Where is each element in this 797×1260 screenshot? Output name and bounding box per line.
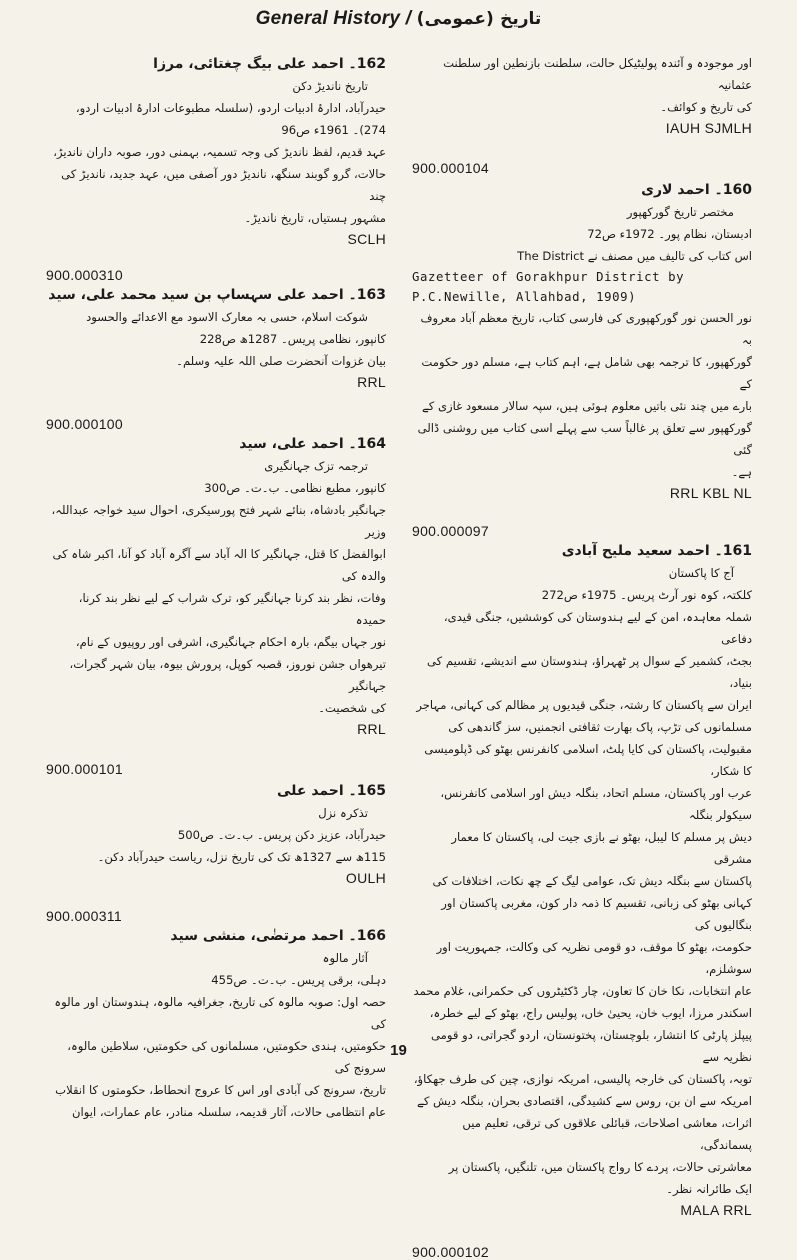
accession-number: 900.000104 (412, 160, 489, 176)
entry-publication: دہلی، برقی پریس۔ ب۔ت۔ ص455 (211, 973, 386, 987)
entry-description: عرب اور پاکستان، مسلم اتحاد، بنگلہ دیش اور اسلامی کانفرنس، سیکولر بنگلہ (440, 786, 752, 822)
entry-description: پیپلز پارٹی کا انتشار، بلوچستان، پختونستان، اردو گجراتی، دو قومی نظریہ سے (431, 1028, 752, 1064)
entry-title: آج کا پاکستان (668, 566, 734, 580)
entry-description: حصہ اول: صوبہ مالوہ کی تاریخ، جغرافیہ مالوہ، ہندوستان اور مالوہ کی (54, 995, 386, 1031)
entry-publication: کانپور، مطبع نظامی۔ ب۔ت۔ ص300 (204, 481, 386, 495)
library-code: MALA RRL (680, 1202, 752, 1218)
page-number: 19 (390, 1042, 407, 1059)
entry-description: حکومت، بھٹو کا موقف، دو قومی نظریہ کی وکالت، جمہوریت اور سوشلزم، (436, 940, 752, 976)
entry-heading: 166۔ احمد مرتضٰی، منشی سید (170, 928, 386, 944)
entry-description: ہے۔ (731, 465, 752, 479)
accession-number: 900.000310 (46, 267, 123, 283)
entry-description: مسلمانوں کی تڑپ، پاک بھارت ثقافتی انجمنیں، سز گاندھی کی (448, 720, 752, 734)
entry-description: اثرات، معاشی اصلاحات، قبائلی علاقوں کی ترقی، تعلیم میں پسماندگی، (462, 1116, 752, 1152)
entry-description: بارے میں چند نئی باتیں معلوم ہوئی ہیں، سپہ سالار مسعود غازی کے (421, 399, 752, 413)
library-code: IAUH SJMLH (665, 120, 752, 136)
entry-description: جہانگیر بادشاہ، بنائے شہر فتح پورسیکری، احوال سید خواجہ عبداللہ، وزیر (51, 503, 386, 539)
entry-heading: 162۔ احمد علی بیگ چغتائی، مرزا (153, 56, 386, 72)
entry-165 (46, 783, 386, 924)
entry-title: مختصر تاریخ گورکھپور (626, 205, 734, 219)
entry-description: بجٹ، کشمیر کے سوال پر ٹھہراؤ، ہندوستان سے اندیشے، تقسیم کی بنیاد، (427, 654, 752, 690)
page-header (0, 8, 797, 30)
accession-number: 900.000100 (46, 416, 123, 432)
entry-163 (46, 287, 386, 432)
entry-description: توبہ، پاکستان کی خارجہ پالیسی، امریکہ نوازی، چین کی طرف جھکاؤ، (413, 1072, 752, 1086)
accession-number: 900.000097 (412, 523, 489, 539)
entry-description: اس کتاب کی تالیف میں مصنف نے The District (517, 249, 752, 263)
entry-description: معاشرتی حالات، پردے کا رواج پاکستان میں، تلنگیں، پاکستان پر (448, 1160, 752, 1174)
entry-description: بیان غزوات آنحضرت صلی اللہ علیہ وسلم۔ (176, 354, 386, 368)
entry-publication: کلکتہ، کوہ نور آرٹ پریس۔ 1975ء ص272 (541, 588, 752, 602)
entry-title: شوکت اسلام، حسی بہ معارک الاسود مع الاعدائے والحسود (86, 310, 368, 324)
entry-description: اور موجودہ و آئندہ پولیٹیکل حالت، سلطنت بازنطین اور سلطنت عثمانیہ (443, 56, 752, 92)
entry-description: نور جہاں بیگم، بارہ احکام جہانگیری، اشرفی اور روپیوں کے نام، (75, 635, 386, 649)
entry-title: آثار مالوہ (322, 951, 368, 965)
entry-english-text: P.C.Newille, Allahbad, 1909) (412, 290, 637, 304)
left-column (46, 52, 386, 1123)
entry-description: گورکھپور، کا ترجمہ بھی شامل ہے، اہم کتاب ہے، مسلم دور حکومت کے (421, 355, 752, 391)
accession-number: 900.000102 (412, 1244, 489, 1260)
library-code: RRL KBL NL (669, 485, 752, 501)
accession-number: 900.000311 (46, 908, 122, 924)
entry-publication: حیدرآباد، عزیز دکن پریس۔ ب۔ت۔ ص500 (177, 828, 386, 842)
entry-description: عام انتخابات، نکا خان کا تعاون، چار ڈکٹیٹروں کی حکمرانی، غلام محمد (413, 984, 752, 998)
entry-description: نور الحسن نور گورکھپوری کی فارسی کتاب، تاریخ معظم آباد معروف بہ (420, 311, 752, 347)
entry-publication: کانپور، نظامی پریس۔ 1287ھ ص228 (199, 332, 386, 346)
entry-161 (412, 543, 752, 1260)
entry-description: کی تاریخ و کوائف۔ (660, 100, 752, 114)
entry-description: گورکھپور سے تعلق پر غالباً سب سے پہلے اسی کتاب میں روشنی ڈالی گئی (417, 421, 752, 457)
entry-description: ایران سے پاکستان کا رشتہ، جنگی قیدیوں پر مظالم کی کہانی، مہاجر (416, 698, 752, 712)
entry-description: شملہ معاہدہ، امن کے لیے ہندوستان کی کوششیں، جنگی قیدی، دفاعی (443, 610, 752, 646)
entry-publication: حیدرآباد، ادارۂ ادبیات اردو، (سلسلہ مطبوعات ادارۂ ادبیات اردو، (75, 101, 386, 115)
entry-heading: 165۔ احمد علی (277, 783, 386, 799)
entry-description: اسکندر مرزا، ایوب خان، یحییٰ خاں، پولیس راج، بھٹو کے لیے خطرہ، (429, 1006, 752, 1020)
entry-description: پاکستان سے بنگلہ دیش تک، عوامی لیگ کے چھ نکات، اختلافات کی (432, 874, 752, 888)
entry-publication: ادبستان، نظام پور۔ 1972ء ص72 (587, 227, 752, 241)
entry-heading: 161۔ احمد سعید ملیح آبادی (561, 543, 752, 559)
entry-description: کہانی بھٹو کی زبانی، تقسیم کا ذمہ دار کون، مغربی پاکستان اور بنگالیوں کی (441, 896, 752, 932)
header-english: General History / (255, 8, 412, 29)
entry-description: عہد قدیم، لفظ ناندیڑ کی وجہ تسمیہ، بہمنی دور، صوبہ داران ناندیڑ، (53, 145, 386, 159)
entry-title: تذکرہ نزل (318, 806, 368, 820)
entry-166 (46, 928, 386, 1123)
entry-description: 115ھ سے 1327ھ تک کی تاریخ نزل، ریاست حیدرآباد دکن۔ (97, 850, 386, 864)
header-urdu: (عمومی) تاریخ (416, 9, 542, 29)
entry-description: تاریخ، سرونج کی آبادی اور اس کا عروج انحطاط، حکومتوں کا انقلاب (55, 1083, 386, 1097)
library-code: OULH (345, 870, 386, 886)
library-code: RRL (357, 374, 386, 390)
entry-description: دیش پر مسلم کا لیبل، بھٹو نے بازی جیت لی، پاکستان کا معمار مشرقی (451, 830, 752, 866)
entry-title: ترجمہ تزک جہانگیری (264, 459, 368, 473)
entry-description: تیرھواں جشن نوروز، قصبہ کوپل، پرورش بیوہ، بیان شہر گجرات، جہانگیر (69, 657, 386, 693)
entry-english-text: Gazetteer of Gorakhpur District by (412, 270, 685, 284)
entry-description: وفات، نظر بند کرنا جہانگیر کو، ترک شراب کے لیے نظر بند کرنا، حمیدہ (78, 591, 386, 627)
entry-description: ابوالفضل کا قتل، جہانگیر کا الہ آباد سے آگرہ آباد کو آنا، اکبر شاہ کی والدہ کی (52, 547, 386, 583)
library-code: SCLH (347, 231, 386, 247)
entry-description: مقبولیت، پاکستان کی کایا پلٹ، اسلامی کانفرنس بھٹو کی ڈپلومیسی کا شکار، (424, 742, 752, 778)
library-code: RRL (357, 721, 386, 737)
entry-description: حکومتیں، ہندی حکومتیں، مسلمانوں کی حکومتیں، سلاطین مالوہ، سرونج کی (67, 1039, 386, 1075)
entry-publication: 274)۔ 1961ء ص96 (281, 123, 386, 137)
entry-162 (46, 56, 386, 283)
entry-160 (412, 182, 752, 539)
right-column (412, 52, 752, 1260)
entry-title: تاریخ ناندیڑ دکن (292, 79, 368, 93)
entry-164 (46, 436, 386, 777)
entry-description: حالات، گرو گوبند سنگھ، ناندیڑ دور آصفی میں، عہد جدید، ناندیڑ کی چند (61, 167, 386, 203)
entry-description: مشہور ہستیاں، تاریخ ناندیڑ۔ (244, 211, 386, 225)
entry-heading: 164۔ احمد علی، سید (239, 436, 386, 452)
entry-heading: 163۔ احمد علی سہساپ بن سید محمد علی، سید (48, 287, 386, 303)
entry-description: کی شخصیت۔ (318, 701, 386, 715)
entry-159-continued (412, 52, 752, 176)
entry-description: امریکہ سے ان بن، روس سے کشیدگی، اقتصادی بحران، بنگلہ دیش کے (417, 1094, 752, 1108)
entry-description: عام انتظامی حالات، آثار قدیمہ، سلسلہ منادر، عام عمارات، ایوان (72, 1105, 386, 1119)
entry-description: ایک طائرانہ نظر۔ (666, 1182, 752, 1196)
entry-heading: 160۔ احمد لاری (641, 182, 752, 198)
accession-number: 900.000101 (46, 761, 123, 777)
